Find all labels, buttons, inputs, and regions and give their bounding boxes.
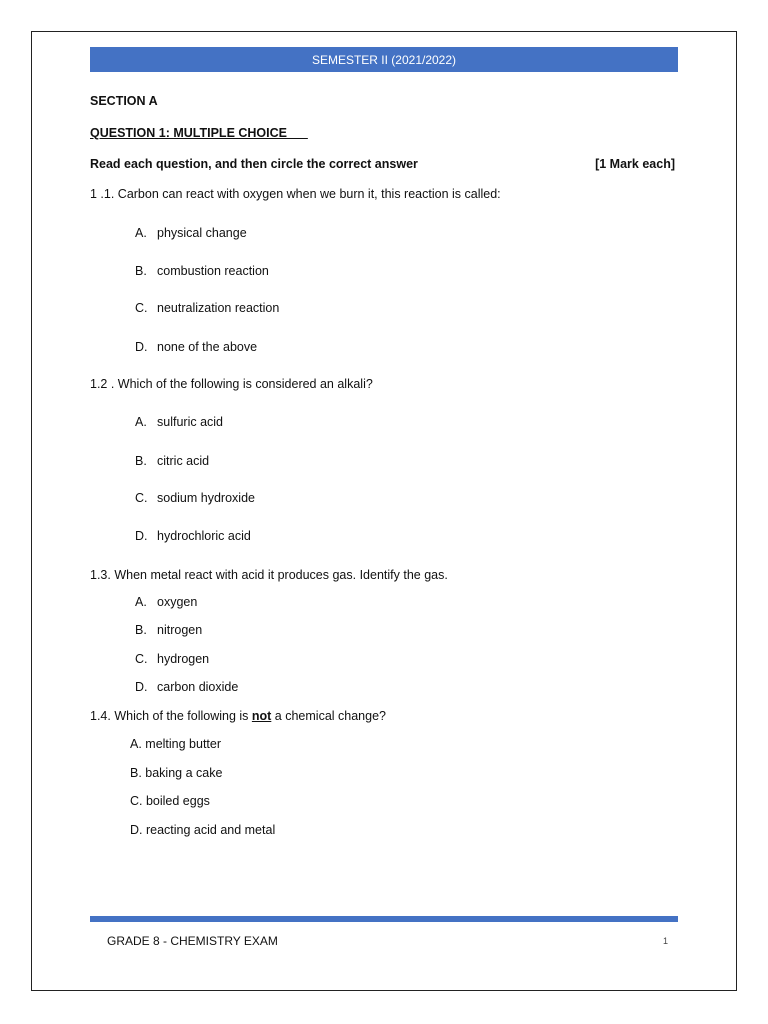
q1-option-d-letter: D. [135,340,148,354]
q2-option-b-text: citric acid [157,454,210,468]
marks-note: [1 Mark each] [595,157,675,171]
q3-option-c-letter: C. [135,652,148,666]
q3-option-c [135,652,209,666]
question-1-1: 1 .1. Carbon can react with oxygen when we burn it, this reaction is called: [90,187,501,201]
q3-option-a-letter: A. [135,595,147,609]
question-title [90,126,308,140]
q4-option-a: A. melting butter [130,737,222,751]
q1-option-a-text: physical change [157,226,247,240]
question-1-4 [90,709,386,723]
question-1-4-emphasis: not [251,709,272,723]
header-bar [90,47,678,72]
q1-option-a-letter: A. [135,226,147,240]
q3-option-d [135,680,238,694]
q3-option-d-text: carbon dioxide [157,680,239,694]
q2-option-c-letter: C. [135,491,148,505]
page-frame [31,31,737,991]
q1-option-c-text: neutralization reaction [157,301,280,315]
q2-option-c-text: sodium hydroxide [157,491,255,505]
question-1-4-after: a chemical change? [271,709,386,723]
q2-option-a [135,415,223,429]
q2-option-d [135,529,251,543]
page-number: 1 [663,936,669,946]
q1-option-b [135,264,269,278]
q4-option-d: D. reacting acid and metal [130,823,276,837]
q1-option-c-letter: C. [135,301,148,315]
question-1-4-before: 1.4. Which of the following is [90,709,252,723]
question-1-3: 1.3. When metal react with acid it produces gas. Identify the gas. [90,568,448,582]
q2-option-b-letter: B. [135,454,147,468]
q3-option-b-text: nitrogen [157,623,203,637]
q1-option-b-text: combustion reaction [157,264,269,278]
section-title: SECTION A [90,94,158,108]
q3-option-b [135,623,202,637]
footer-bar [90,916,678,922]
instruction: Read each question, and then circle the correct answer [90,157,418,171]
q2-option-d-letter: D. [135,529,148,543]
header-title: SEMESTER II (2021/2022) [311,52,457,67]
q2-option-b [135,454,209,468]
q1-option-d [135,340,257,354]
q1-option-b-letter: B. [135,264,147,278]
q4-option-b: B. baking a cake [130,766,223,780]
question-title-text: QUESTION 1: MULTIPLE CHOICE [90,126,287,140]
footer-title: GRADE 8 - CHEMISTRY EXAM [107,934,278,948]
q1-option-d-text: none of the above [157,340,258,354]
q3-option-a [135,595,197,609]
q3-option-c-text: hydrogen [157,652,210,666]
q1-option-c [135,301,279,315]
q3-option-d-letter: D. [135,680,148,694]
question-1-2: 1.2 . Which of the following is considered an alkali? [90,377,373,391]
q3-option-a-text: oxygen [157,595,198,609]
q4-option-c: C. boiled eggs [130,794,210,808]
q2-option-a-letter: A. [135,415,147,429]
q3-option-b-letter: B. [135,623,147,637]
q2-option-c [135,491,255,505]
q2-option-d-text: hydrochloric acid [157,529,251,543]
q1-option-a [135,226,247,240]
q2-option-a-text: sulfuric acid [157,415,223,429]
